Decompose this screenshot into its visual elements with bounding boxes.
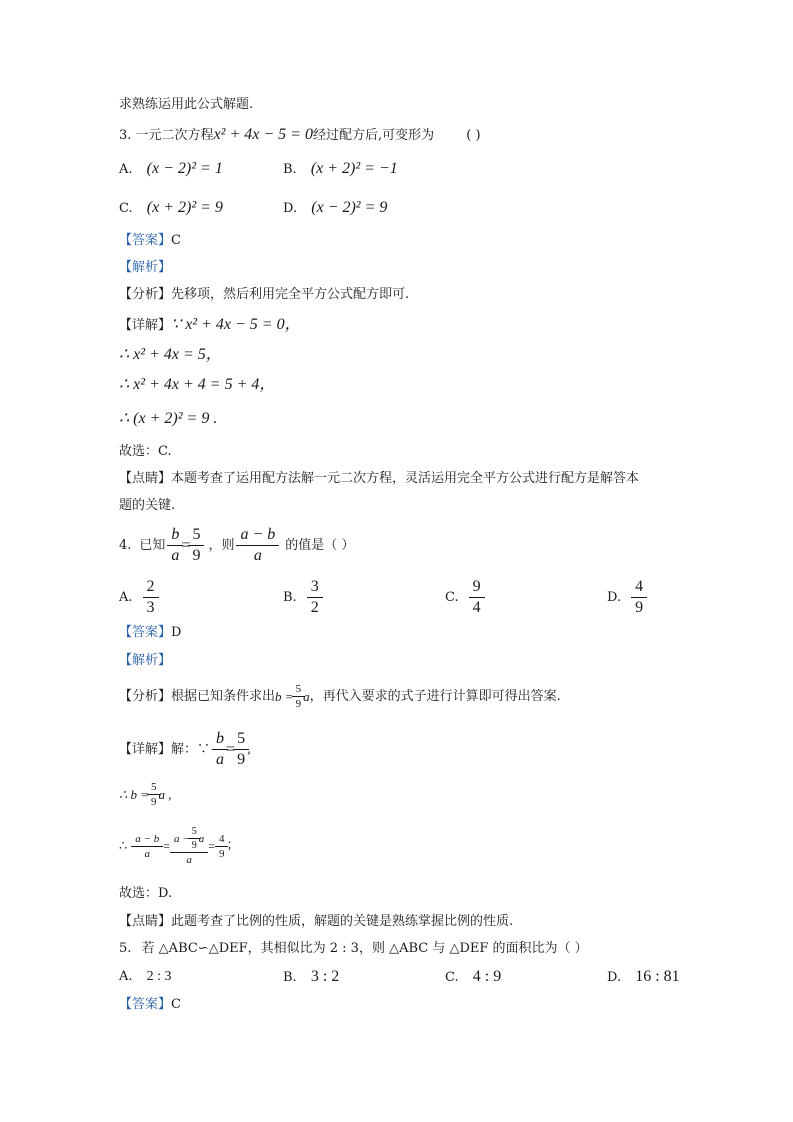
q3-answer-tag: 【答案】: [119, 233, 172, 248]
q3-dianjing-tag: 【点睛】: [119, 471, 172, 486]
intro-text: 求熟练运用此公式解题.: [119, 97, 254, 112]
q5-number: 5.: [119, 941, 132, 956]
q3-dianjing-line-1: [119, 470, 639, 488]
q4-xiangjie-line: 【详解】 解：∵ $\frac{b}{a}$ = $\frac{5}{9}$ ,: [119, 730, 252, 768]
q3-stem: [119, 126, 481, 145]
q3-option-d: [283, 199, 387, 218]
q4-step3-frac1: [133, 833, 161, 860]
q4-step2-frac: [149, 781, 159, 808]
q4-option-a-frac: [145, 578, 157, 617]
q4-step3-den1: a: [131, 846, 163, 860]
q4-step3-end: ；: [226, 838, 240, 853]
q3-option-d-expr: (x − 2)² = 9: [311, 199, 388, 216]
q4-option-a-letter: A.: [119, 589, 133, 605]
q4-given-rden: 9: [188, 545, 204, 565]
q5-stem-text: 若 △ABC∽△DEF，其相似比为 2 : 3，则 △ABC 与 △DEF 的面积比为（ ）: [141, 941, 588, 956]
q4-option-b-den: 2: [307, 597, 323, 617]
q5-option-d-letter: D.: [607, 970, 622, 985]
q4-xiangjie-tag: 【详解】: [119, 741, 172, 757]
q4-step3-mid-den: a: [170, 852, 208, 866]
q4-given-frac-left: [169, 526, 181, 565]
q4-fenxi-tag: 【分析】: [119, 688, 172, 704]
q4-step3-mid-b: a: [198, 832, 205, 845]
q5-answer-line: [119, 996, 181, 1014]
q4-stem-a: 已知: [139, 537, 166, 553]
q4-fenxi-expr-left: b =: [275, 688, 294, 704]
q4-stem: [119, 526, 354, 565]
q5-option-b-letter: B.: [283, 970, 297, 985]
q4-option-a: [119, 578, 157, 617]
q4-target-frac: [238, 526, 277, 565]
q3-option-a-letter: A.: [119, 162, 133, 177]
q3-fenxi-tag: 【分析】: [119, 287, 172, 302]
q4-fenxi-a: 根据已知条件求出: [171, 688, 276, 704]
q3-option-a-expr: (x − 2)² = 1: [146, 160, 223, 177]
q4-step3-mid-fd: 9: [188, 838, 201, 851]
q4-target-num: a − b: [240, 526, 276, 543]
q5-option-c-letter: C.: [445, 970, 459, 985]
q4-option-b-letter: B.: [283, 589, 297, 605]
q4-step-2: [119, 781, 172, 808]
q4-option-b: [283, 578, 321, 617]
q4-fenxi-line: [119, 683, 561, 710]
q3-option-b-expr: (x + 2)² = −1: [310, 160, 398, 177]
q3-guxuan: 故选：C.: [119, 444, 172, 459]
q4-step2-num: 5: [151, 781, 157, 793]
q4-option-d-den: 9: [631, 597, 647, 617]
q4-given-den: a: [167, 545, 183, 565]
q4-stem-c: 的值是（ ）: [285, 537, 355, 553]
q4-fenxi-frac: [294, 683, 304, 710]
q3-step-2: ∴ x² + 4x = 5，: [119, 346, 222, 363]
q5-option-a-letter: A.: [119, 969, 133, 984]
q5-stem: [119, 940, 588, 958]
q3-equation: x² + 4x − 5 = 0: [213, 126, 313, 143]
q3-option-c: [119, 199, 223, 218]
q4-step3-num1: a − b: [135, 832, 160, 845]
q4-step-3: ∴ $\frac{a - b}{a}$ = a − $\frac{5}{9}$ a a = $\frac{4}{9}$ ；: [119, 826, 240, 866]
q4-step3-num3: 4: [218, 832, 225, 845]
q4-option-b-num: 3: [310, 578, 319, 595]
q3-stem-after: 经过配方后,可变形为: [312, 128, 435, 143]
q3-option-c-expr: (x + 2)² = 9: [146, 199, 223, 216]
q3-fenxi-line: [119, 286, 409, 304]
q3-option-b: [283, 160, 398, 179]
q5-option-a: [119, 968, 172, 986]
q4-option-c-letter: C.: [445, 589, 459, 605]
q4-given-eq: =: [181, 536, 191, 554]
q4-step3-lead: ∴: [119, 838, 128, 853]
q4-stem-b: ，则: [208, 537, 235, 553]
q4-number: 4.: [119, 537, 132, 553]
q4-step2-right: a ,: [158, 786, 172, 802]
q4-target-den: a: [236, 545, 279, 565]
q4-option-c-num: 9: [472, 578, 481, 595]
q4-option-c: [445, 578, 483, 617]
q4-dianjing-tag: 【点睛】: [119, 914, 172, 929]
q3-step-1: [119, 316, 301, 335]
q5-option-a-value: 2 : 3: [146, 969, 172, 984]
q4-step3-frac2-num: [172, 826, 206, 852]
q4-analysis-tag: 【解析】: [119, 653, 172, 668]
q4-step3-mid-frac: [190, 826, 199, 851]
q4-xiangjie-rden: 9: [233, 749, 249, 769]
q3-step-3: ∴ x² + 4x + 4 = 5 + 4，: [119, 376, 276, 393]
q4-option-d-num: 4: [635, 578, 644, 595]
q4-fenxi-b: ，再代入要求的式子进行计算即可得出答案.: [309, 688, 561, 704]
q4-answer-tag: 【答案】: [119, 625, 172, 640]
q3-xiangjie-tag: 【详解】: [119, 318, 172, 333]
q4-given-rnum: 5: [192, 526, 201, 543]
q4-xiangjie-frac-left: [214, 730, 226, 769]
q4-option-a-num: 2: [146, 578, 155, 595]
q4-xiangjie-den: a: [212, 749, 228, 769]
q4-given-num: b: [171, 526, 180, 543]
q4-step2-den: 9: [147, 794, 161, 808]
q5-option-b: [283, 968, 339, 987]
q3-option-d-letter: D.: [283, 201, 298, 216]
q3-analysis-tag: 【解析】: [119, 260, 172, 275]
q3-paren: ( ): [466, 128, 481, 143]
q5-answer: C: [171, 997, 181, 1012]
q5-answer-tag: 【答案】: [119, 997, 172, 1012]
q4-xiangjie-num: b: [216, 730, 225, 747]
q4-xiangjie-rnum: 5: [237, 730, 246, 747]
q5-option-b-value: 3 : 2: [310, 968, 340, 985]
q5-option-c: [445, 968, 501, 987]
q3-step-1-expr: ∵ x² + 4x − 5 = 0，: [171, 316, 301, 333]
q4-option-d: [607, 578, 645, 617]
q4-option-d-frac: [633, 578, 645, 617]
q5-option-c-value: 4 : 9: [472, 968, 502, 985]
q4-step3-frac3: [217, 833, 227, 860]
q4-step2-left: ∴ b =: [119, 786, 150, 802]
q4-step3-den3: 9: [215, 846, 229, 860]
q3-fenxi: 先移项，然后利用完全平方公式配方即可.: [171, 287, 410, 302]
q3-number: 3.: [119, 128, 132, 143]
q3-option-a: [119, 160, 223, 179]
q4-xiangjie-jie: 解：∵: [171, 741, 211, 757]
q4-step3-mid-fn: 5: [191, 826, 197, 837]
q3-option-b-letter: B.: [283, 162, 297, 177]
q4-option-d-letter: D.: [607, 589, 622, 605]
q4-option-c-frac: [471, 578, 483, 617]
q4-dianjing: 此题考查了比例的性质，解题的关键是熟练掌握比例的性质.: [171, 914, 514, 929]
q4-answer: D: [171, 625, 182, 640]
q4-option-a-den: 3: [143, 597, 159, 617]
q4-step3-mid-a: a −: [174, 832, 190, 845]
q4-guxuan: 故选：D.: [119, 886, 173, 901]
q4-option-b-frac: [309, 578, 321, 617]
q3-dianjing-line-2: 题的关键.: [119, 498, 176, 513]
q4-fenxi-frac-num: 5: [295, 683, 302, 695]
q4-xiangjie-eq: =: [226, 740, 236, 758]
q3-stem-before: 一元二次方程: [135, 128, 214, 143]
q4-answer-line: [119, 624, 181, 642]
q4-fenxi-expr-right: a: [303, 688, 310, 704]
q4-fenxi-frac-den: 9: [292, 696, 306, 710]
q3-step-4: ∴ (x + 2)² = 9 .: [119, 410, 218, 427]
q4-given-frac-right: [190, 526, 202, 565]
q4-step3-frac2: [172, 826, 206, 866]
q3-answer: C: [171, 233, 181, 248]
q4-xiangjie-frac-right: [235, 730, 247, 769]
q4-dianjing-line: [119, 913, 513, 931]
q5-option-d: [607, 968, 680, 987]
q3-option-c-letter: C.: [119, 201, 133, 216]
q4-option-c-den: 4: [469, 597, 485, 617]
q3-answer-line: [119, 232, 181, 250]
q5-option-d-value: 16 : 81: [635, 968, 680, 985]
q3-dianjing-1: 本题考查了运用配方法解一元二次方程，灵活运用完全平方公式进行配方是解答本: [171, 471, 640, 486]
